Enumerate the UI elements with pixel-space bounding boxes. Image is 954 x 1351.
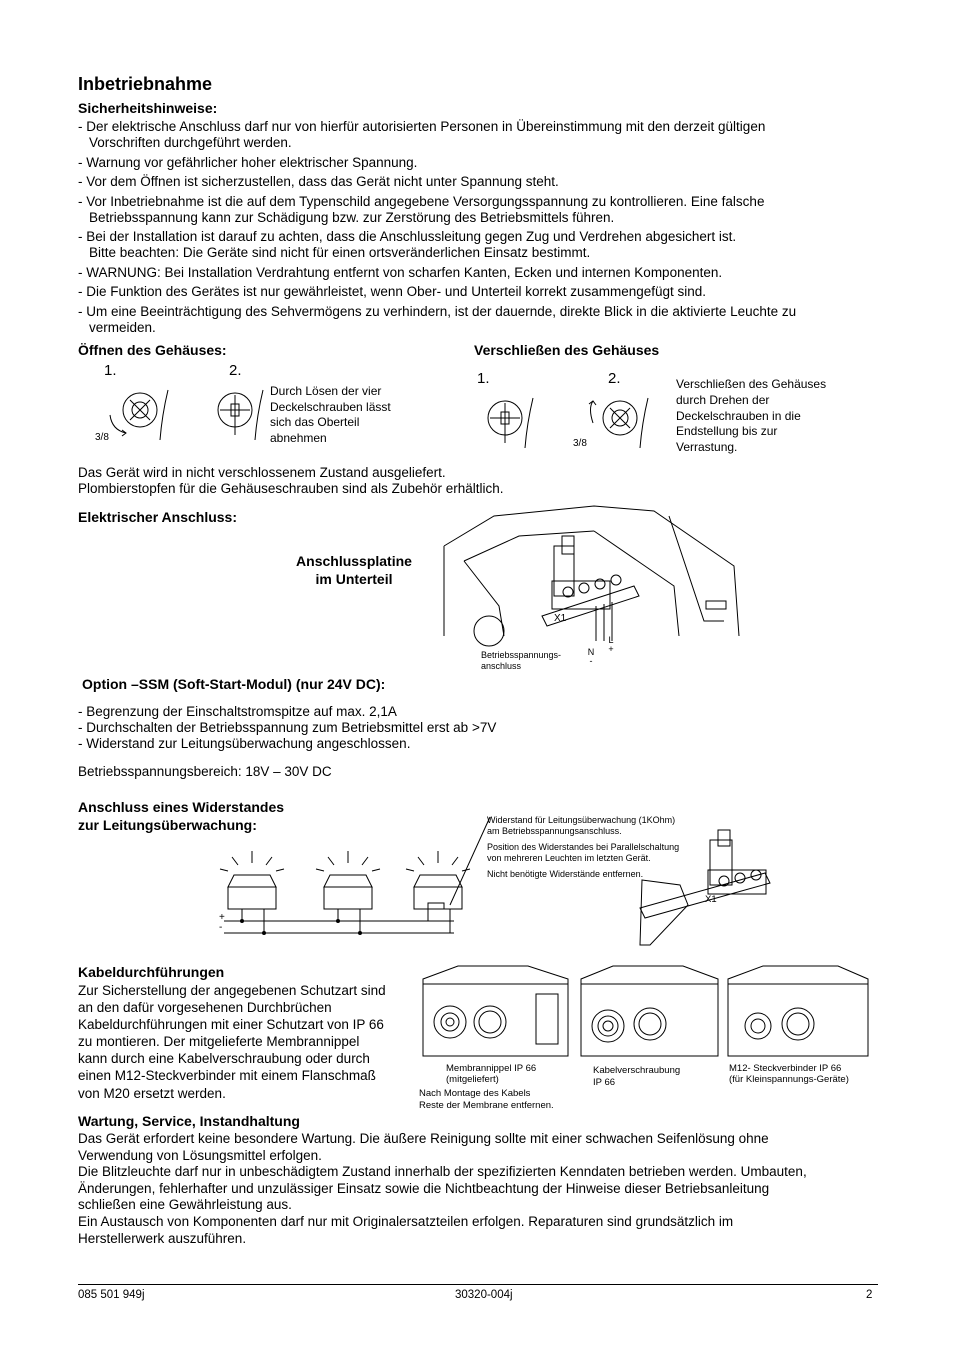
page-title: Inbetriebnahme — [78, 74, 213, 94]
cable-entries-figure — [418, 964, 868, 1074]
close-step-2: 2. — [608, 370, 621, 387]
open-description: Durch Lösen der vier Deckelschrauben lässt sich das Oberteil abnehmen — [270, 384, 391, 445]
safety-heading: Sicherheitshinweise: — [78, 100, 218, 116]
safety-item: - Die Funktion des Gerätes ist nur gewährleistet, wenn Ober- und Unterteil korrekt zusammengefügt sind. — [78, 284, 707, 299]
neutral-label: N - — [587, 647, 595, 666]
connection-board-figure — [444, 506, 744, 641]
safety-item: - Warnung vor gefährlicher hoher elektrischer Spannung. — [78, 154, 418, 170]
ssm-list: - Begrenzung der Einschaltstromspitze auf max. 2,1A - Durchschalten der Betriebsspannung zum Betriebsmittel erst ab >7V - Widerstand zur Leitungsüberwachung angeschlossen. — [78, 704, 497, 751]
safety-list — [78, 119, 878, 339]
open-housing-heading: Öffnen des Gehäuses: — [78, 342, 227, 358]
safety-item: - WARNUNG: Bei Installation Verdrahtung entfernt von scharfen Kanten, Ecken und internen Komponenten. — [78, 264, 723, 280]
ssm-range: Betriebsspannungsbereich: 18V – 30V DC — [78, 764, 332, 779]
maintenance-text: Das Gerät erfordert keine besondere Wartung. Die äußere Reinigung sollte mit einer schwachen Seifenlösung ohne Verwendung von Lösungsmittel erfolgen. Die Blitzleuchte darf nur in unbeschädigtem Zustand innerhalb der spezifizierten Kenndaten betrieben werden. Umbauten, Änderungen, fehlerhafter und unzulässiger Einsatz sowie die Nichtbeachtung der Hinweise dieser Betriebsanleitung schließen eine Gewährleistung aus. Ein Austausch von Komponenten darf nur mit Originalersatzteilen erfolgen. Reparaturen sind grundsätzlich im Herstellerwerk auszuführen. — [78, 1131, 807, 1246]
safety-item: - Um eine Beeinträchtigung des Sehvermögens zu verhindern, ist der dauernde, direkte Blick in die aktivierte Leuchte zu vermeiden. — [78, 303, 797, 335]
wiring-diagram-figure — [210, 845, 670, 945]
caption-cable-gland: Kabelverschraubung IP 66 — [593, 1065, 681, 1088]
footer-doc-number: 085 501 949j — [78, 1289, 145, 1301]
cable-heading: Kabeldurchführungen — [78, 964, 225, 980]
close-step-1: 1. — [477, 370, 490, 387]
resistor-terminal-label: X1 — [705, 894, 717, 905]
open-screws-figure — [100, 385, 280, 455]
resistor-notes: Widerstand für Leitungsüberwachung (1KOhm) am Betriebsspannungsanschluss. Position des Widerstandes bei Parallelschaltung von mehreren Leuchten im letzten Gerät. Nicht benötigte Widerstände entfernen. — [487, 815, 680, 879]
safety-item: - Bei der Installation ist darauf zu achten, dass die Anschlussleitung gegen Zug und Verdrehen abgesichert ist. Bitte beachten: Die Geräte sind nicht für einen ortsveränderlichen Einsatz bestimmt. — [78, 229, 737, 260]
supply-label: Betriebsspannungs- anschluss — [481, 650, 562, 671]
open-turn-label: 3/8 — [95, 432, 109, 443]
delivery-text: Das Gerät wird in nicht verschlossenem Zustand ausgeliefert. Plombierstopfen für die Gehäuseschrauben sind als Zubehör erhältlich. — [78, 465, 504, 496]
live-label: L + — [608, 635, 614, 654]
footer-divider — [78, 1284, 878, 1285]
footer-version: 30320-004j — [455, 1289, 513, 1301]
open-step-2: 2. — [229, 362, 242, 379]
ssm-heading: Option –SSM (Soft-Start-Modul) (nur 24V DC): — [82, 676, 386, 692]
safety-item: - Der elektrische Anschluss darf nur von hierfür autorisierten Personen in Übereinstimmung mit den derzeit gültigen Vorschriften durchgeführt werden. — [78, 119, 766, 150]
page-number: 2 — [866, 1289, 873, 1301]
close-housing-heading: Verschließen des Gehäuses — [474, 342, 660, 358]
maintenance-heading: Wartung, Service, Instandhaltung — [78, 1113, 300, 1129]
safety-item: - Vor Inbetriebnahme ist die auf dem Typenschild angegebene Versorgungsspannung zu kontrollieren. Eine falsche Betriebsspannung kann zur Schädigung bzw. zur Zerstörung des Betriebsmittels führen. — [78, 193, 765, 225]
close-screws-figure — [475, 393, 675, 463]
caption-m12: M12- Steckverbinder IP 66 (für Kleinspannungs-Geräte) — [729, 1063, 849, 1085]
electrical-heading: Elektrischer Anschluss: — [78, 509, 237, 525]
caption-membrane: Membrannippel IP 66 (mitgeliefert) — [446, 1063, 537, 1085]
close-description: Verschließen des Gehäuses durch Drehen der Deckelschrauben in die Endstellung bis zur Verrastung. — [676, 377, 827, 455]
close-turn-label: 3/8 — [573, 438, 587, 449]
safety-item: - Vor dem Öffnen ist sicherzustellen, dass das Gerät nicht unter Spannung steht. — [78, 174, 559, 189]
caption-membrane-note: Nach Montage des Kabels Reste der Membrane entfernen. — [419, 1088, 554, 1111]
wiring-polarity: + - — [219, 912, 225, 933]
resistor-heading: Anschluss eines Widerstandes zur Leitungsüberwachung: — [78, 799, 285, 833]
open-step-1: 1. — [104, 362, 117, 379]
board-terminal-label: X1 — [554, 613, 567, 624]
board-label: Anschlussplatine im Unterteil — [296, 553, 412, 587]
cable-text: Zur Sicherstellung der angegebenen Schutzart sind an den dafür vorgesehenen Durchbrüchen Kabeldurchführungen mit einer Schutzart von IP 66 zu montieren. Der mitgelieferte Membrannippel kann durch eine Kabelverschraubung oder durch einen M12-Steckverbinder mit einem Flanschmaß von M20 ersetzt werden. — [78, 983, 386, 1101]
